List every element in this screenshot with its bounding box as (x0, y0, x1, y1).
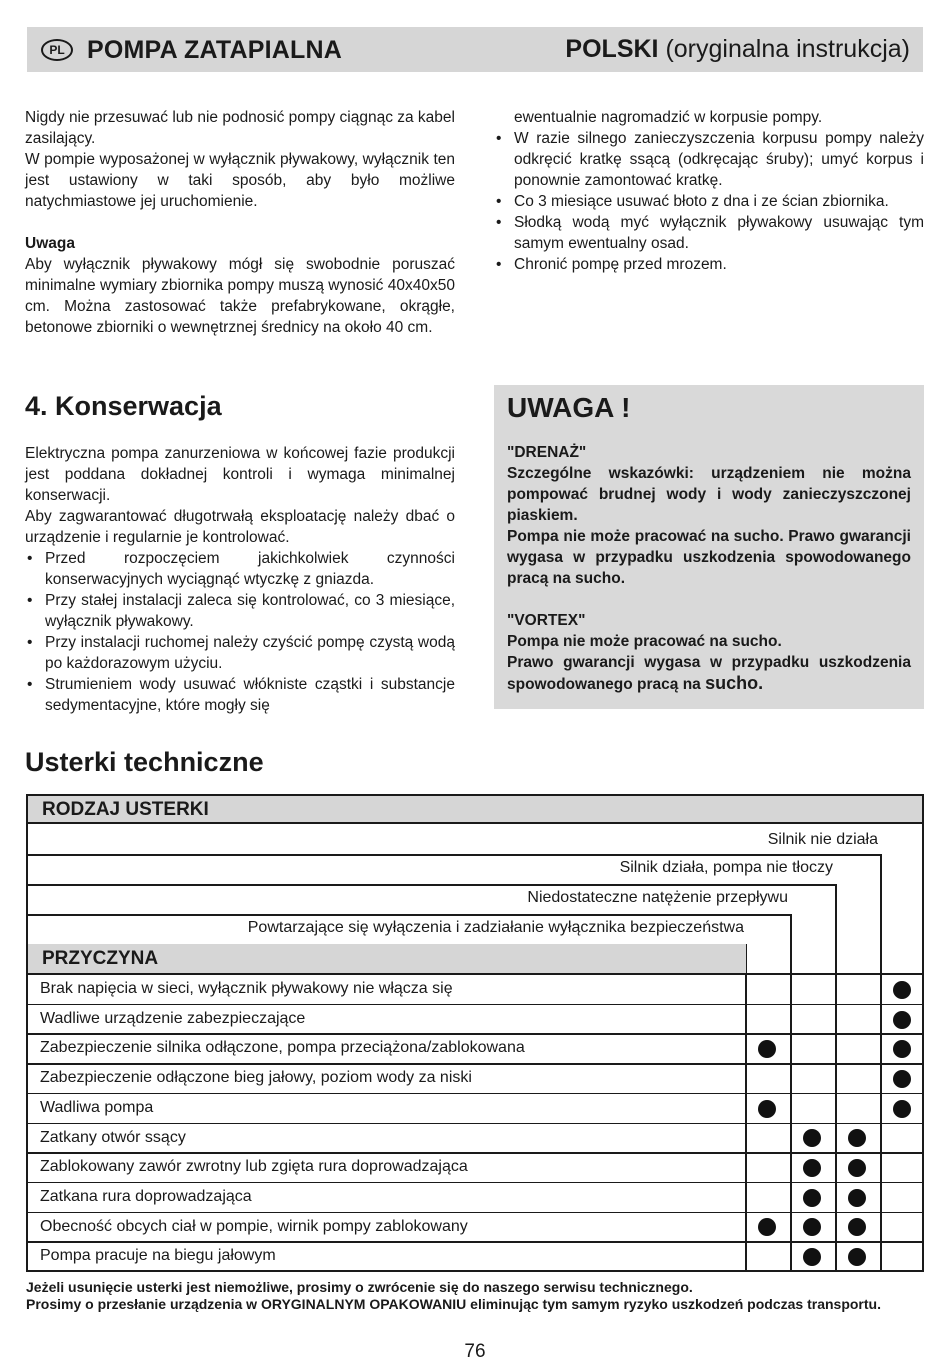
vortex-label: "VORTEX" (507, 612, 586, 629)
bullet-mark-icon (893, 1070, 911, 1088)
bullet-mark-icon (848, 1189, 866, 1207)
bullet-mark-icon (893, 1100, 911, 1118)
warning-box (494, 385, 924, 709)
table-header (28, 796, 922, 824)
warning-body (507, 442, 911, 695)
drenaz-warranty: Pompa nie może pracować na sucho. Prawo gwarancji wygasa w przypadku uszkodzenia spowodowanego pracą na sucho. (507, 528, 911, 587)
cause-row-label: Wadliwe urządzenie zabezpieczające (40, 1009, 306, 1027)
language-label (565, 35, 910, 64)
list-item: • Co 3 miesiące usuwać błoto z dna i ze ścian zbiornika. (494, 191, 924, 212)
bullet-mark-icon (758, 1100, 776, 1118)
cause-label: PRZYCZYNA (42, 948, 159, 969)
maintenance-steps (25, 548, 455, 716)
paragraph: Nigdy nie przesuwać lub nie podnosić pompy ciągnąc za kabel zasilający. (25, 109, 455, 147)
page-header (27, 27, 923, 72)
list-item: • Przy stałej instalacji zaleca się kontrolować, co 3 miesiące, wyłącznik pływakowy. (25, 590, 455, 632)
bullet-mark-icon (803, 1129, 821, 1147)
bullet-mark-icon (803, 1218, 821, 1236)
bullet-mark-icon (758, 1040, 776, 1058)
warning-title: UWAGA ! (507, 392, 631, 423)
vortex-warranty-text: Prawo gwarancji wygasa w przypadku uszkodzenia spowodowanego pracą na (507, 654, 911, 693)
cause-row-label: Wadliwa pompa (40, 1098, 154, 1116)
language-name: POLSKI (565, 35, 659, 63)
cause-row-label: Obecność obcych ciał w pompie, wirnik pompy zablokowany (40, 1217, 468, 1235)
cause-row-label: Brak napięcia w sieci, wyłącznik pływakowy nie włącza się (40, 980, 453, 997)
vortex-note: Pompa nie może pracować na sucho. (507, 633, 782, 650)
bullet-mark-icon (848, 1159, 866, 1177)
page-number: 76 (464, 1341, 486, 1362)
symptom-label: Powtarzające się wyłączenia i zadziałanie wyłącznika bezpieczeństwa (247, 919, 744, 936)
paragraph: Aby zagwarantować długotrwałą eksploatację należy dbać o urządzenie i regularnie je kontrolować. (25, 508, 455, 546)
right-top-text (494, 107, 924, 275)
list-item: • W razie silnego zanieczyszczenia korpusu pompy należy odkręcić kratkę ssącą (odkręcając śruby); umyć korpus i ponownie zamontować kratkę. (494, 128, 924, 191)
language-badge: PL (41, 39, 73, 61)
continuation-text: ewentualnie nagromadzić w korpusie pompy. (514, 109, 823, 126)
bullet-mark-icon (803, 1159, 821, 1177)
fault-type-label: RODZAJ USTERKI (42, 799, 209, 820)
cause-row-label: Zabezpieczenie odłączone bieg jałowy, poziom wody za niski (40, 1069, 472, 1087)
section-heading-maintenance: 4. Konserwacja (25, 391, 222, 421)
paragraph: Elektryczna pompa zanurzeniowa w końcowej fazie produkcji jest poddana dokładnej kontroli i wymaga minimalnej konserwacji. (25, 445, 455, 504)
troubleshooting-table (26, 794, 924, 1272)
list-item: • Przed rozpoczęciem jakichkolwiek czynności konserwacyjnych wyciągnąć wtyczkę z gniazda. (25, 548, 455, 590)
cause-row-label: Zablokowany zawór zwrotny lub zgięta rura doprowadzająca (40, 1158, 468, 1176)
symptom-label: Silnik nie działa (767, 831, 878, 848)
section-heading-troubleshooting: Usterki techniczne (25, 747, 264, 777)
bullet-mark-icon (893, 1040, 911, 1058)
list-item: • Słodką wodą myć wyłącznik pływakowy usuwając tym samym ewentualny osad. (494, 212, 924, 254)
left-top-text (25, 107, 455, 338)
symptom-label: Silnik działa, pompa nie tłoczy (619, 859, 833, 876)
bullet-mark-icon (893, 1011, 911, 1029)
list-item: • Strumieniem wody usuwać włókniste cząstki i substancje sedymentacyjne, które mogły się (25, 674, 455, 716)
bullet-mark-icon (803, 1248, 821, 1266)
list-item: • Chronić pompę przed mrozem. (494, 254, 924, 275)
bullet-mark-icon (848, 1129, 866, 1147)
list-item: • Przy instalacji ruchomej należy czyścić pompę czystą wodą po każdorazowym użyciu. (25, 632, 455, 674)
paragraph: Aby wyłącznik pływakowy mógł się swobodnie poruszać minimalne wymiary zbiornika pompy muszą wynosić 40x40x50 cm. Można zastosować także prefabrykowane, okrągłe, betonowe zbiorniki o wewnętrznej średnicy na około 40 cm. (25, 256, 455, 336)
cause-row-label: Zatkany otwór ssący (40, 1128, 186, 1146)
note-heading: Uwaga (25, 235, 75, 252)
cause-header (28, 944, 746, 974)
document-title: POMPA ZATAPIALNA (87, 36, 343, 64)
cause-row-label: Zabezpieczenie silnika odłączone, pompa przeciążona/zablokowana (40, 1039, 525, 1057)
bullet-mark-icon (803, 1189, 821, 1207)
drenaz-label: "DRENAŻ" (507, 444, 587, 461)
cause-row-label: Pompa pracuje na biegu jałowym (40, 1247, 276, 1265)
paragraph: W pompie wyposażonej w wyłącznik pływakowy, wyłącznik ten jest ustawiony w taki sposób, aby było możliwe natychmiastowe jej uruchomienie. (25, 151, 455, 210)
service-note: Jeżeli usunięcie usterki jest niemożliwe, prosimy o zwrócenie się do naszego serwisu technicznego. (26, 1279, 693, 1295)
language-note: (oryginalna instrukcja) (658, 35, 910, 63)
maintenance-list (494, 128, 924, 275)
bullet-mark-icon (848, 1218, 866, 1236)
drenaz-note: Szczególne wskazówki: urządzeniem nie można pompować brudnej wody i wody zanieczyszczonej piaskiem. (507, 465, 911, 524)
bullet-mark-icon (893, 981, 911, 999)
vortex-warranty-end: sucho. (705, 673, 764, 693)
cause-row-label: Zatkana rura doprowadzająca (40, 1187, 252, 1205)
packaging-note: Prosimy o przesłanie urządzenia w ORYGINALNYM OPAKOWANIU eliminując tym samym ryzyko uszkodzeń podczas transportu. (26, 1296, 881, 1312)
bullet-mark-icon (848, 1248, 866, 1266)
maintenance-text (25, 443, 455, 716)
bullet-mark-icon (758, 1218, 776, 1236)
vortex-warranty (507, 652, 911, 695)
symptom-label: Niedostateczne natężenie przepływu (527, 889, 788, 906)
